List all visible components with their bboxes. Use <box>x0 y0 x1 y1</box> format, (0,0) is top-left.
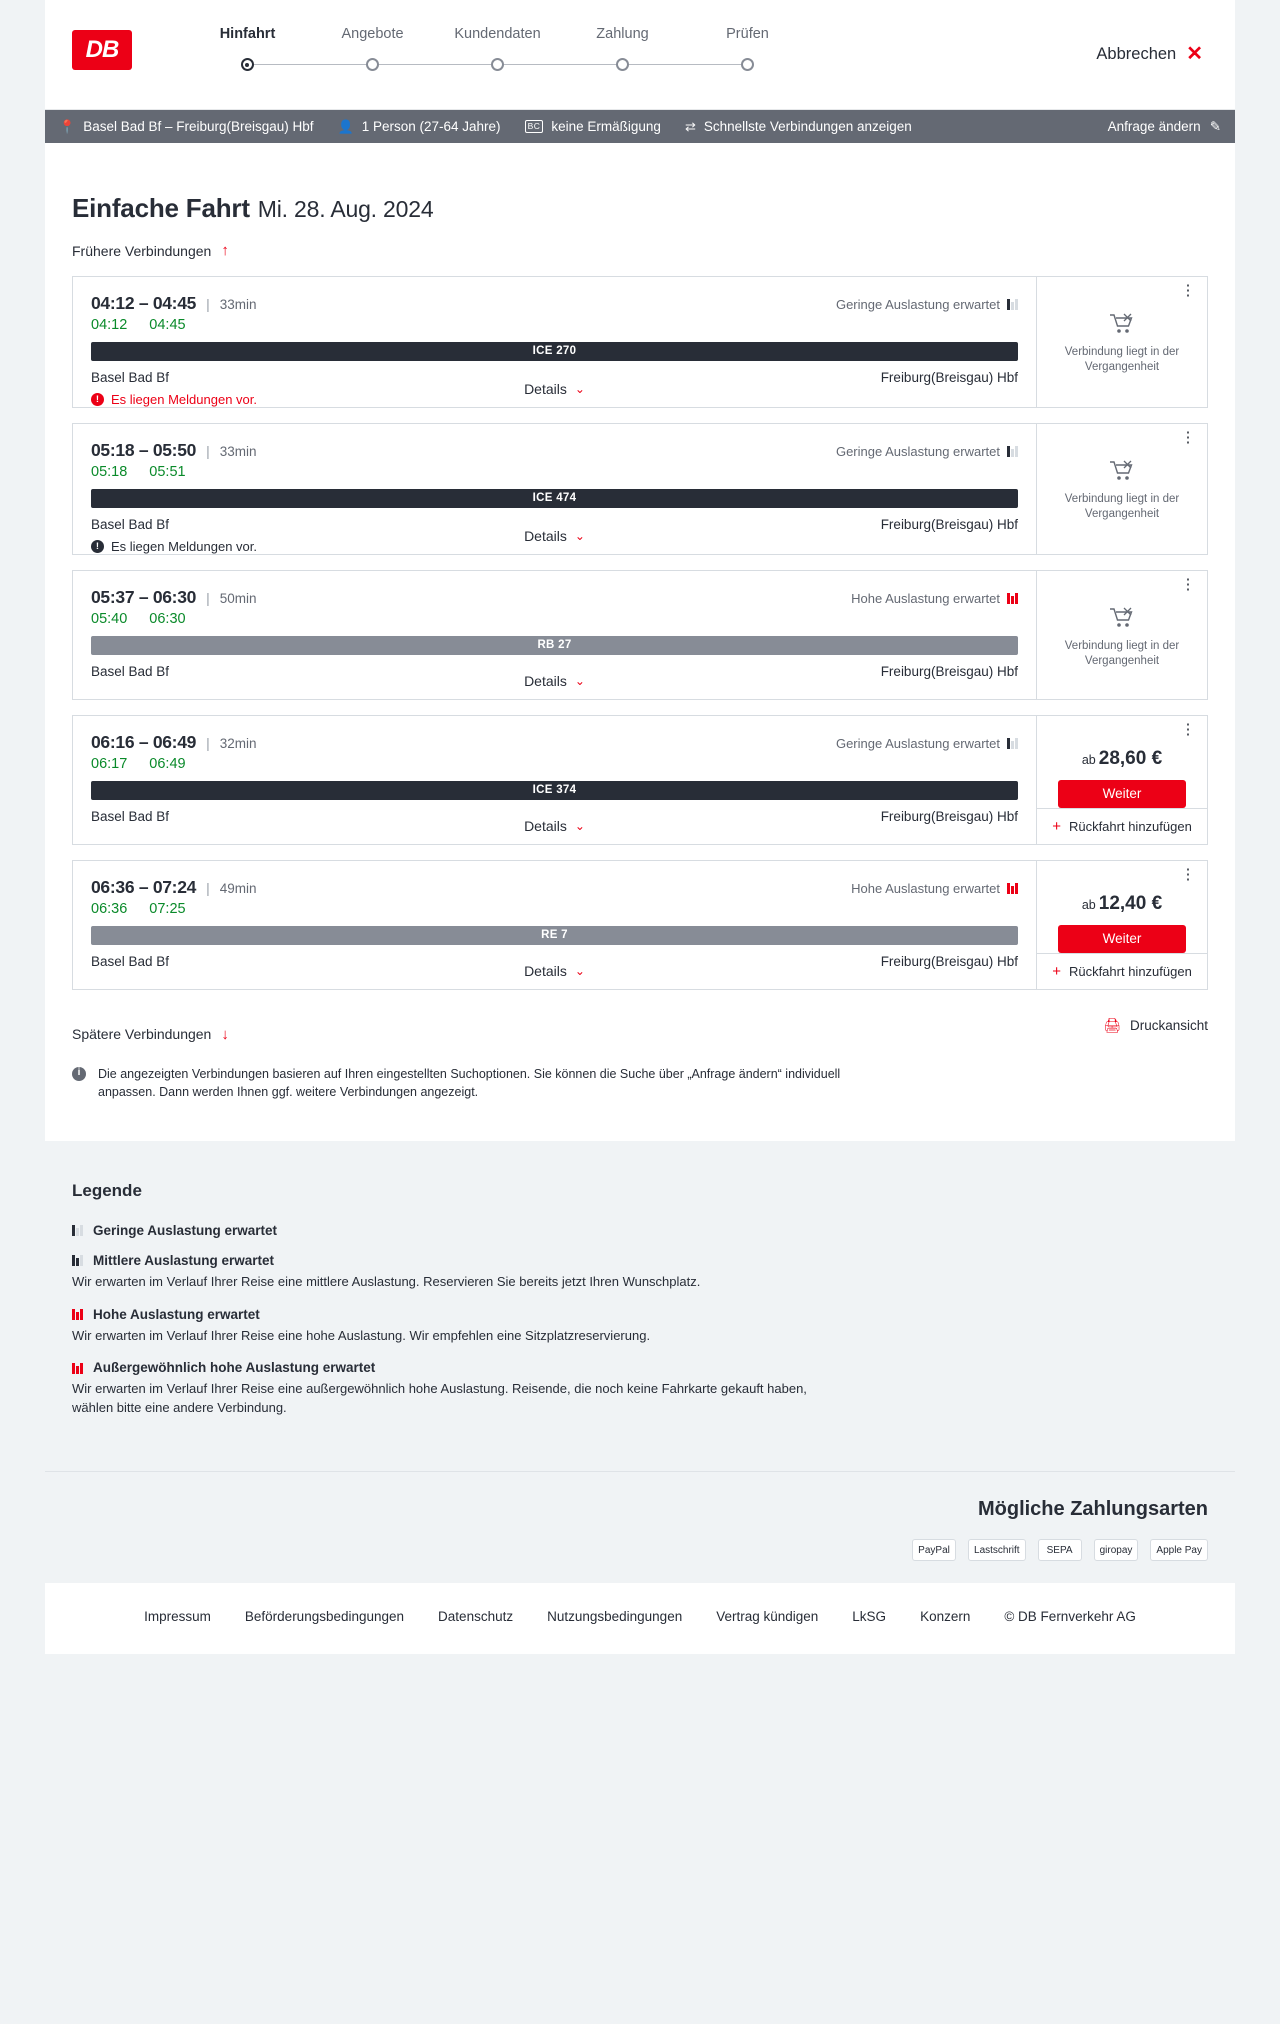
page-title-date: Mi. 28. Aug. 2024 <box>257 196 434 222</box>
main-content <box>45 143 1235 1141</box>
price-value: 28,60 € <box>1098 747 1163 769</box>
connection-details <box>73 716 1037 844</box>
step-kundendaten[interactable] <box>435 26 560 76</box>
step-connector <box>623 64 748 65</box>
location-pin-icon: 📍 <box>59 118 76 134</box>
connection-actual-times <box>91 464 1018 480</box>
cart-disabled-icon <box>1109 313 1135 335</box>
footer-link[interactable]: LkSG <box>852 1609 887 1625</box>
connection-details <box>73 861 1037 989</box>
print-view-button[interactable] <box>1103 1017 1208 1034</box>
connection-message-text: Es liegen Meldungen vor. <box>111 538 257 554</box>
payment-method-icon: Apple Pay <box>1150 1539 1208 1561</box>
price-prefix: ab <box>1081 752 1096 767</box>
occupancy-info <box>836 444 1018 459</box>
payment-method-icon: Lastschrift <box>968 1539 1026 1561</box>
page-title <box>72 143 1208 224</box>
connection-duration: 50min <box>219 590 257 606</box>
chevron-down-icon: ⌄ <box>574 528 585 543</box>
checkout-stepper <box>185 26 810 76</box>
connection-duration: 33min <box>219 443 257 459</box>
printer-icon: 🖨 <box>1103 1016 1121 1033</box>
query-bar <box>45 110 1235 143</box>
footer-link[interactable]: Impressum <box>144 1609 211 1625</box>
train-badge[interactable]: RE 7 <box>91 926 1018 945</box>
actual-arrival: 07:25 <box>149 900 186 917</box>
past-connection-text: Verbindung liegt in der Vergangenheit <box>1064 639 1180 668</box>
chevron-down-icon: ⌄ <box>574 818 585 833</box>
payment-method-icon: giropay <box>1094 1539 1139 1561</box>
payment-title: Mögliche Zahlungsarten <box>977 1498 1208 1521</box>
later-connections-label: Spätere Verbindungen <box>72 1026 212 1042</box>
details-label: Details <box>524 817 567 834</box>
connection-header <box>91 732 1018 753</box>
print-view-label: Druckansicht <box>1129 1017 1208 1033</box>
destination-station: Freiburg(Breisgau) Hbf <box>880 369 1018 385</box>
price-display <box>1049 720 1196 770</box>
step-indicator <box>435 54 560 76</box>
occupancy-info <box>851 591 1018 606</box>
connection-card <box>72 570 1208 700</box>
connection-time-range: 05:37 – 06:30 <box>91 586 197 607</box>
step-label: Prüfen <box>726 26 769 42</box>
list-footer-row <box>72 1008 1208 1043</box>
connection-list <box>72 276 1208 990</box>
add-return-trip-button[interactable] <box>1037 808 1207 844</box>
query-discount-label: keine Ermäßigung <box>551 119 661 134</box>
details-toggle[interactable] <box>73 381 1036 397</box>
step-connector <box>498 64 623 65</box>
price-prefix: ab <box>1081 897 1096 912</box>
step-hinfahrt[interactable] <box>185 26 310 76</box>
cancel-button[interactable] <box>1096 44 1203 64</box>
legend-item-header <box>72 1307 1208 1322</box>
past-connection-note <box>1049 575 1196 670</box>
train-badge[interactable]: ICE 474 <box>91 489 1018 508</box>
occupancy-icon <box>72 1308 83 1320</box>
occupancy-icon <box>1007 445 1018 457</box>
query-option[interactable] <box>685 119 912 135</box>
page-footer <box>45 1583 1235 1654</box>
footer-link[interactable]: Datenschutz <box>438 1609 514 1625</box>
origin-station: Basel Bad Bf <box>91 663 170 679</box>
step-indicator <box>560 54 685 76</box>
step-prüfen[interactable] <box>685 26 810 76</box>
add-return-trip-label: Rückfahrt hinzufügen <box>1068 963 1192 979</box>
step-label: Zahlung <box>596 26 649 42</box>
past-connection-note <box>1049 281 1196 376</box>
query-route-label: Basel Bad Bf – Freiburg(Breisgau) Hbf <box>83 119 314 134</box>
legend-item-desc: Wir erwarten im Verlauf Ihrer Reise eine mittlere Auslastung. Reservieren Sie bereits jetzt Ihren Wunschplatz. <box>72 1273 701 1289</box>
connection-time-range: 04:12 – 04:45 <box>91 292 197 313</box>
query-discount[interactable] <box>525 119 661 134</box>
occupancy-label: Geringe Auslastung erwartet <box>835 443 1000 459</box>
origin-station: Basel Bad Bf <box>91 808 170 824</box>
connection-header <box>91 293 1018 314</box>
occupancy-icon <box>72 1254 83 1266</box>
step-angebote[interactable] <box>310 26 435 76</box>
footer-links <box>45 1609 1235 1624</box>
divider: | <box>206 589 210 606</box>
details-label: Details <box>524 380 567 397</box>
occupancy-label: Geringe Auslastung erwartet <box>835 735 1000 751</box>
occupancy-icon <box>1007 737 1018 749</box>
details-label: Details <box>524 672 567 689</box>
connection-offer <box>1037 716 1207 844</box>
train-badge[interactable]: RB 27 <box>91 636 1018 655</box>
chevron-down-icon: ⌄ <box>574 381 585 396</box>
connection-offer <box>1037 277 1207 407</box>
footer-link[interactable]: Konzern <box>920 1609 971 1625</box>
details-toggle[interactable] <box>73 673 1036 689</box>
legend-item-header <box>72 1360 1208 1375</box>
divider: | <box>206 879 210 896</box>
app-header <box>45 0 1235 110</box>
connection-actual-times <box>91 317 1018 333</box>
search-note <box>72 1065 872 1101</box>
edit-query-button[interactable] <box>1108 119 1221 135</box>
step-label: Kundendaten <box>454 26 541 42</box>
divider: | <box>206 442 210 459</box>
step-dot-icon <box>616 58 629 71</box>
connection-duration: 32min <box>219 735 257 751</box>
connection-details <box>73 277 1037 407</box>
actual-departure: 05:18 <box>91 463 128 480</box>
footer-link[interactable]: Vertrag kündigen <box>716 1609 819 1625</box>
add-return-trip-button[interactable] <box>1037 953 1207 989</box>
actual-departure: 04:12 <box>91 316 128 333</box>
payment-method-icon: SEPA <box>1038 1539 1082 1561</box>
legend-item-label: Hohe Auslastung erwartet <box>93 1306 260 1322</box>
page-title-text: Einfache Fahrt <box>72 193 250 223</box>
arrow-down-icon: ↓ <box>221 1025 229 1043</box>
step-connector <box>373 64 498 65</box>
actual-arrival: 04:45 <box>149 316 186 333</box>
continue-button[interactable]: Weiter <box>1058 780 1186 808</box>
earlier-connections-label: Frühere Verbindungen <box>72 242 212 259</box>
step-indicator <box>685 54 810 76</box>
connection-time-range: 06:16 – 06:49 <box>91 731 197 752</box>
alert-icon: ! <box>91 393 104 406</box>
cart-disabled-icon <box>1109 460 1135 482</box>
chevron-down-icon: ⌄ <box>574 963 585 978</box>
divider: | <box>206 734 210 751</box>
step-label: Angebote <box>341 26 404 42</box>
train-badge[interactable]: ICE 374 <box>91 781 1018 800</box>
arrow-up-icon: ↑ <box>221 242 229 259</box>
bahncard-icon: BC <box>525 120 544 133</box>
step-connector <box>248 64 373 65</box>
origin-station: Basel Bad Bf <box>91 516 170 532</box>
more-options-icon[interactable]: ⋮ <box>1180 865 1196 883</box>
more-options-icon[interactable]: ⋮ <box>1180 575 1196 593</box>
connection-card <box>72 276 1208 408</box>
connection-duration: 33min <box>219 296 257 312</box>
details-label: Details <box>524 527 567 544</box>
connection-card <box>72 860 1208 990</box>
origin-station: Basel Bad Bf <box>91 953 170 969</box>
cart-disabled-icon <box>1109 607 1135 629</box>
earlier-connections-button[interactable] <box>72 242 229 259</box>
legend-item-label: Außergewöhnlich hohe Auslastung erwartet <box>93 1360 376 1376</box>
more-options-icon[interactable]: ⋮ <box>1180 281 1196 299</box>
occupancy-info <box>851 881 1018 896</box>
origin-station: Basel Bad Bf <box>91 369 170 385</box>
legend-item-desc: Wir erwarten im Verlauf Ihrer Reise eine hohe Auslastung. Wir empfehlen eine Sitzplatzreservierung. <box>72 1327 651 1343</box>
connection-details <box>73 424 1037 554</box>
query-route[interactable] <box>59 119 314 135</box>
actual-arrival: 06:30 <box>149 610 186 627</box>
connection-offer <box>1037 861 1207 989</box>
legend-item-label: Mittlere Auslastung erwartet <box>93 1252 275 1268</box>
connection-duration: 49min <box>219 880 257 896</box>
continue-button[interactable]: Weiter <box>1058 925 1186 953</box>
actual-arrival: 06:49 <box>149 755 186 772</box>
alert-icon: ! <box>91 540 104 553</box>
legend-item <box>72 1360 1208 1418</box>
connection-time-range: 06:36 – 07:24 <box>91 876 197 897</box>
price-display <box>1049 865 1196 915</box>
footer-link[interactable]: Beförderungsbedingungen <box>244 1609 405 1625</box>
step-dot-icon <box>241 58 254 71</box>
occupancy-label: Hohe Auslastung erwartet <box>851 590 1000 606</box>
connection-details <box>73 571 1037 699</box>
connection-header <box>91 877 1018 898</box>
legend-section <box>45 1141 1235 1471</box>
person-icon: 👤 <box>337 118 354 134</box>
plus-icon: + <box>1052 962 1061 980</box>
add-return-trip-label: Rückfahrt hinzufügen <box>1068 818 1192 834</box>
past-connection-note <box>1049 428 1196 523</box>
step-dot-icon <box>491 58 504 71</box>
more-options-icon[interactable]: ⋮ <box>1180 428 1196 446</box>
actual-departure: 06:36 <box>91 900 128 917</box>
legend-item <box>72 1223 1208 1238</box>
footer-link[interactable]: Nutzungsbedingungen <box>547 1609 683 1625</box>
past-connection-text: Verbindung liegt in der Vergangenheit <box>1064 492 1180 521</box>
details-label: Details <box>524 962 567 979</box>
occupancy-icon <box>1007 592 1018 604</box>
past-connection-text: Verbindung liegt in der Vergangenheit <box>1064 345 1180 374</box>
destination-station: Freiburg(Breisgau) Hbf <box>880 808 1018 824</box>
actual-departure: 06:17 <box>91 755 128 772</box>
connection-offer <box>1037 571 1207 699</box>
connection-message-text: Es liegen Meldungen vor. <box>111 391 257 407</box>
actual-arrival: 05:51 <box>149 463 186 480</box>
edit-query-label: Anfrage ändern <box>1107 119 1201 134</box>
details-toggle[interactable] <box>73 963 1036 979</box>
details-toggle[interactable] <box>73 528 1036 544</box>
step-dot-icon <box>741 58 754 71</box>
pencil-icon: ✎ <box>1209 118 1221 134</box>
db-logo[interactable]: DB <box>72 30 132 70</box>
occupancy-icon <box>72 1224 83 1236</box>
payment-method-icon: PayPal <box>912 1539 956 1561</box>
payment-section <box>45 1471 1235 1583</box>
occupancy-icon <box>72 1362 83 1374</box>
swap-icon: ⇄ <box>684 118 696 134</box>
connection-card <box>72 715 1208 845</box>
occupancy-info <box>836 297 1018 312</box>
occupancy-info <box>836 736 1018 751</box>
payment-methods <box>72 1539 1208 1561</box>
cancel-label: Abbrechen <box>1096 44 1177 63</box>
legend-list <box>72 1223 1208 1418</box>
chevron-down-icon: ⌄ <box>574 673 585 688</box>
connection-header <box>91 587 1018 608</box>
connection-offer <box>1037 424 1207 554</box>
occupancy-icon <box>1007 882 1018 894</box>
query-passengers[interactable] <box>338 119 501 135</box>
legend-title: Legende <box>72 1180 142 1200</box>
connection-actual-times <box>91 756 1018 772</box>
legend-item-header <box>72 1223 1208 1238</box>
train-badge[interactable]: ICE 270 <box>91 342 1018 361</box>
legend-item <box>72 1307 1208 1346</box>
query-option-label: Schnellste Verbindungen anzeigen <box>703 119 912 134</box>
connection-card <box>72 423 1208 555</box>
destination-station: Freiburg(Breisgau) Hbf <box>880 516 1018 532</box>
price-value: 12,40 € <box>1098 892 1163 914</box>
occupancy-label: Hohe Auslastung erwartet <box>851 880 1000 896</box>
legend-item-header <box>72 1253 1208 1268</box>
step-zahlung[interactable] <box>560 26 685 76</box>
occupancy-label: Geringe Auslastung erwartet <box>835 296 1000 312</box>
destination-station: Freiburg(Breisgau) Hbf <box>880 663 1018 679</box>
destination-station: Freiburg(Breisgau) Hbf <box>880 953 1018 969</box>
connection-actual-times <box>91 611 1018 627</box>
connection-actual-times <box>91 901 1018 917</box>
search-note-text: Die angezeigten Verbindungen basieren auf Ihren eingestellten Suchoptionen. Sie können die Suche über „Anfrage ändern“ individuell anpassen. Dann werden Ihnen ggf. weitere Verbindungen angezeigt. <box>98 1066 841 1099</box>
details-toggle[interactable] <box>73 818 1036 834</box>
step-label: Hinfahrt <box>219 26 276 42</box>
more-options-icon[interactable]: ⋮ <box>1180 720 1196 738</box>
connection-time-range: 05:18 – 05:50 <box>91 439 197 460</box>
later-connections-button[interactable] <box>72 1026 229 1043</box>
copyright-text: © DB Fernverkehr AG <box>1004 1609 1136 1625</box>
plus-icon: + <box>1052 817 1061 835</box>
close-icon: ✕ <box>1186 43 1203 65</box>
legend-item <box>72 1253 1208 1292</box>
actual-departure: 05:40 <box>91 610 128 627</box>
occupancy-icon <box>1007 298 1018 310</box>
connection-header <box>91 440 1018 461</box>
step-indicator <box>185 54 310 76</box>
divider: | <box>206 295 210 312</box>
step-dot-icon <box>366 58 379 71</box>
step-indicator <box>310 54 435 76</box>
legend-item-label: Geringe Auslastung erwartet <box>93 1222 278 1238</box>
legend-item-desc: Wir erwarten im Verlauf Ihrer Reise eine außergewöhnlich hohe Auslastung. Reisende, die noch keine Fahrkarte gekauft haben, wählen bitte eine andere Verbindung. <box>72 1381 807 1416</box>
query-passengers-label: 1 Person (27-64 Jahre) <box>361 119 501 134</box>
info-icon: i <box>72 1067 86 1081</box>
